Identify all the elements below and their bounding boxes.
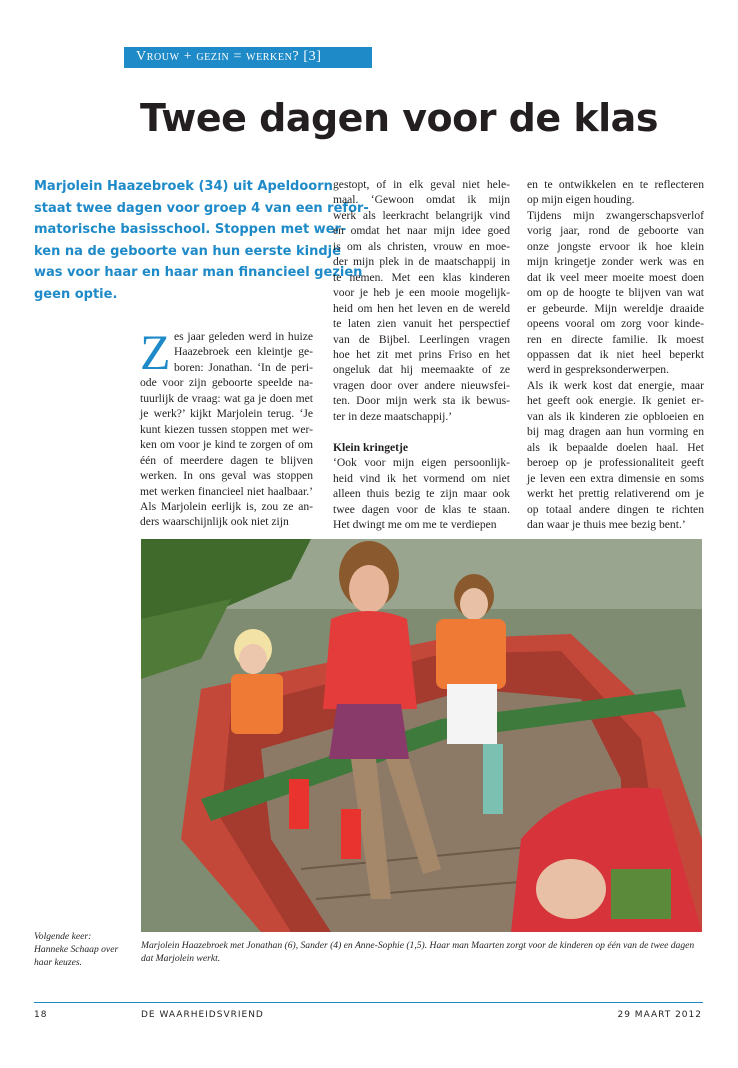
body-line: onze jongste ervoor ik hoe klein bbox=[527, 239, 704, 253]
issue-date: 29 MAART 2012 bbox=[617, 1010, 702, 1020]
body-line: beroep op je professionaliteit geeft bbox=[527, 456, 704, 470]
intro-line: was voor haar en haar man financieel gezien bbox=[34, 265, 363, 281]
body-line: ken om voor je kind te zorgen of om bbox=[140, 438, 313, 452]
body-line: werk als leerkracht belangrijk vind bbox=[333, 208, 510, 222]
body-line: Als Marjolein eerlijk is, zou ze an- bbox=[140, 499, 313, 513]
page-number: 18 bbox=[34, 1010, 48, 1020]
next-note-line: Volgende keer: bbox=[34, 931, 92, 942]
body-line: Klein kringetje bbox=[333, 440, 409, 454]
body-line: ten. Door mijn werk sta ik bewus- bbox=[333, 394, 510, 408]
body-line: heid om hen het leven en de wereld bbox=[333, 301, 510, 315]
series-tag: Vrouw + gezin = werken? [3] bbox=[124, 47, 372, 68]
body-line: het geeft ook energie. Ik geniet er- bbox=[527, 394, 704, 408]
body-line: werken. In ons geval was stoppen bbox=[140, 469, 313, 483]
body-line: Als ik werk kost dat energie, maar bbox=[527, 378, 704, 392]
intro-line: geen optie. bbox=[34, 286, 118, 302]
body-line: ren en directe familie. Ik moest bbox=[527, 332, 704, 346]
body-line: tuurlijk de vraag: wat ga je doen met bbox=[140, 391, 313, 405]
photo-illustration bbox=[141, 539, 702, 932]
body-line: met werken financieel niet haalbaar.’ bbox=[140, 484, 313, 498]
body-line: als ik bepaalde doelen haal. Het bbox=[527, 440, 704, 454]
body-line: op mijn eigen houding. bbox=[527, 193, 635, 207]
body-line: je leven een extra dimensie en soms bbox=[527, 471, 704, 485]
body-line: Tijdens mijn zwangerschapsverlof bbox=[527, 208, 704, 222]
body-line: opeens vooral om zorg voor kinde- bbox=[527, 317, 704, 331]
body-line: alleen thuis bezig te zijn maar ook bbox=[333, 487, 510, 501]
magazine-name: DE WAARHEIDSVRIEND bbox=[141, 1010, 264, 1020]
body-line: ter in deze maatschappij.’ bbox=[333, 409, 453, 423]
body-line: oppassen dat ik niet heel beperkt bbox=[527, 347, 704, 361]
body-line: en te ontwikkelen en te reflecteren bbox=[527, 178, 704, 191]
body-line: één of meerdere dagen te blijven bbox=[140, 453, 313, 467]
body-line: dat ik veel meer moeite moest doen bbox=[527, 270, 704, 284]
next-issue-note bbox=[34, 930, 130, 969]
body-line: twee dagen voor de klas te staan. bbox=[333, 502, 510, 516]
body-line: dan waar je thuis mee bezig bent.’ bbox=[527, 517, 686, 531]
headline: Twee dagen voor de klas bbox=[140, 96, 658, 140]
body-line: is om als christen, vrouw en moe- bbox=[333, 239, 510, 253]
intro-line: matorische basisschool. Stoppen met wer- bbox=[34, 222, 347, 238]
body-line: ode voor zijn geboorte speelde na- bbox=[140, 376, 313, 390]
body-line: werd in gespreksonderwerpen. bbox=[527, 363, 669, 377]
body-line: te laten zien vanuit het perspectief bbox=[333, 317, 510, 331]
body-line: te nemen. Met een klas kinderen bbox=[333, 270, 510, 284]
column-2 bbox=[333, 177, 510, 532]
photo-caption: Marjolein Haazebroek met Jonathan (6), Sander (4) en Anne-Sophie (1,5). Haar man Maarten zorgt voor de kinderen op één van de twee dagen dat Marjolein werkt. bbox=[141, 940, 695, 964]
body-line: om op de hoogte te blijven van wat bbox=[527, 286, 704, 300]
drop-cap: Z bbox=[140, 324, 171, 380]
body-line: er gebeurde. Mijn wereldje draaide bbox=[527, 301, 704, 315]
body-line: Haazebroek een kleintje ge- bbox=[174, 345, 313, 359]
next-note-line: haar keuzes. bbox=[34, 957, 82, 968]
body-line: werkt het prettig relativerend om je bbox=[527, 487, 704, 501]
body-line: en omdat het naar mijn idee goed bbox=[333, 224, 510, 238]
body-line bbox=[333, 424, 510, 439]
body-line: Het dwingt me om me te verdiepen bbox=[333, 517, 497, 531]
body-line: ongeluk dat hij meemaakte of ze bbox=[333, 363, 510, 377]
body-line: der mijn plek in de maatschappij in bbox=[333, 255, 510, 269]
body-line: je werk?’ kijkt Marjolein terug. ‘Je bbox=[140, 407, 313, 421]
intro-line: staat twee dagen voor groep 4 van een refor- bbox=[34, 200, 369, 216]
body-line: ders waarschijnlijk ook niet zijn bbox=[140, 515, 289, 529]
body-line: vorig jaar, rond de geboorte van bbox=[527, 224, 704, 238]
body-line: bij mag dragen aan hun vorming en bbox=[527, 425, 704, 439]
body-line: vragen door over andere nieuwsfei- bbox=[333, 378, 510, 392]
next-note-line: Hanneke Schaap over bbox=[34, 944, 119, 955]
body-line: es jaar geleden werd in huize bbox=[174, 330, 313, 343]
body-line: mijn kringetje zonder werk was en bbox=[527, 255, 704, 269]
body-line: gestopt, of in elk geval niet hele- bbox=[333, 178, 510, 191]
body-line: boren: Jonathan. ‘In de peri- bbox=[174, 360, 313, 374]
body-line: van de Bijbel. Leerlingen vragen bbox=[333, 332, 510, 346]
column-1 bbox=[140, 324, 313, 530]
body-line: ‘Ook voor mijn eigen persoonlijk- bbox=[333, 456, 510, 470]
intro-lead bbox=[34, 176, 369, 306]
intro-line: ken na de geboorte van hun eerste kindje bbox=[34, 243, 341, 259]
footer-rule bbox=[34, 1002, 703, 1003]
body-line: heid vind ik het vormend om niet bbox=[333, 471, 510, 485]
body-line: op totaal andere dingen te richten bbox=[527, 502, 704, 516]
body-line: kunt kiezen tussen stoppen met wer- bbox=[140, 422, 313, 436]
column-3 bbox=[527, 177, 704, 532]
body-line: maal. ‘Gewoon omdat ik mijn bbox=[333, 193, 510, 207]
family-boat-photo bbox=[141, 539, 702, 932]
body-line: van als ik kinderen zie opbloeien en bbox=[527, 409, 704, 423]
body-line: voor je heb je een mooie mogelijk- bbox=[333, 286, 510, 300]
body-line: hoe het zit met prins Friso en het bbox=[333, 347, 510, 361]
intro-line: Marjolein Haazebroek (34) uit Apeldoorn bbox=[34, 179, 333, 194]
